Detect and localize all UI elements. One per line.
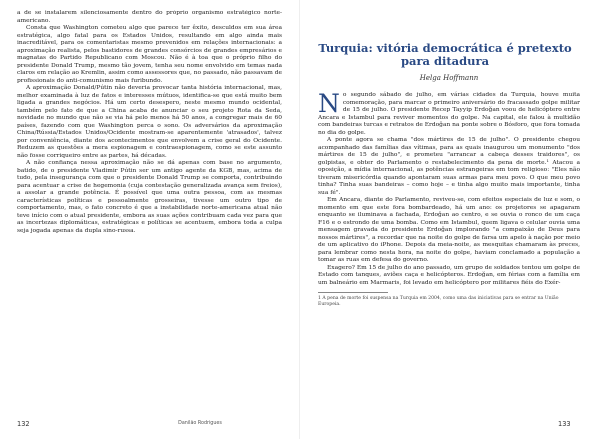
right-page [300,0,600,439]
page-number: 132 [17,420,30,428]
body-paragraph: Exagero? Em 15 de julho do ano passado, um grupo de soldados tentou um golpe de Estado com tanques, aviões caça e helicópteros. Erdoğan, em férias com a família em um balneário em Marmaris, foi levado em helicóptero por militares fiéis do Exér- [318,264,580,286]
left-page-text-column [17,10,282,408]
article-title: Turquia: vitória democrática é pretexto para ditadura [318,41,572,68]
body-paragraph: Em Ancara, diante do Parlamento, reviveu-se, com efeitos especiais de luz e som, o momento em que este fora bombardeado, há um ano: os projetores se apagaram enquanto se iluminava a fachada, Erdoğan ao centro, e se ouvia o ronco de um caça F16 e o estrondo de uma bomba. Como em Istambul, quem ligava o celular ouvia uma mensagem gravada do presidente Erdoğan implorando "a compaixão de Deus para nossos mártires", a recordar que na noite do golpe de farsa um apelo à nação por meio de um aplicativo do iPhone. Depois da meia-noite, as mesquitas chamaram às preces, para lembrar como nesta hora, na noite do golpe, haviam conclamado a população a tomar as ruas em defesa do governo. [318,197,580,263]
body-paragraph: A aproximação Donald/Pútin não deveria provocar tanta história internacional, mas, melhor examinada à luz de fatos e interesses mútuos, identifica-se que está muito bem ligada a grandes negócios. Há um certo desespero, neste mesmo mundo ocidental, também pelo fato de que a China acaba de anunciar o seu projeto Rota da Seda, novidade no mundo que não se via há pelo menos há 50 anos, a congregar mais de 60 países, fazendo com que Washington perca o sono. Os adversários da aproximação China/Rússia/Estados Unidos/Ocidente mostram-se aparentemente 'atrasados', talvez por conveniência, diante dos acontecimentos que envolvem a crise geral do Ocidente. Reduzem as questões a mera espionagem e contraespionagem, como se este assunto não fosse corriqueiro entre as partes, há décadas. [17,85,282,159]
body-paragraph: a de se instalarem silenciosamente dentro do próprio organismo estratégico norte-americano. [17,10,282,24]
running-footer: Danilão Rodrigues [178,421,222,426]
page-number: 133 [558,420,571,428]
body-paragraph: A não confiança nessa aproximação não se dá apenas com base no argumento, batido, de o presidente Vladimir Pútin ser um antigo agente da KGB, mas, acima de tudo, pela insegurança com que o presidente Donald Trump se comporta, contribuindo para acentuar a crise de hegemonia (cuja contestação generalizada avança sem freios), a assolar a grande potência. É possível que uma outra pessoa, com as mesmas características políticas e pessoalmente grosseiras, tivesse um outro tipo de comportamento, mas, o fato concreto é que a instabilidade norte-americana atual não teve início com o atual presidente, embora as suas ações contribuam cada vez para que as incertezas diplomáticas, estratégicas e políticas se acentuem, embora toda a culpa seja jogada apenas da dupla sino-russa. [17,160,282,234]
body-paragraph: A ponte agora se chama "dos mártires de 15 de julho". O presidente chegou acompanhado das famílias das vítimas, para as quais inaugurou um monumento "dos mártires de 15 de julho", e prometeu "arrancar a cabeça desses traidores", os golpistas, e obter do Parlamento o restabelecimento da pena de morte.¹ Atacou a oposição, a mídia internacional, as potências estrangeiras em tom religioso: "Eles não tiveram misericórdia quando apontaram suas armas para meu povo. O que meu povo tinha? Tinha suas bandeiras – como hoje – e tinha algo muito mais importante, tinha sua fé". [318,137,580,196]
drop-cap: N [318,89,340,118]
right-page-text-column [318,10,580,408]
opening-paragraph-text: o segundo sábado de julho, em várias cidades da Turquia, houve muita comemoração, para marcar o primeiro aniversário do fracassado golpe militar de 15 de julho. O presidente Recep Tayyip Erdoğan voou de helicóptero entre Ancara e Istambul para reviver momentos do golpe. Na capital, ele falou à multidão com bandeiras turcas e retratos de Erdoğan na ponte sobre o Bósforo, que fora tomada no dia do golpe. [318,92,580,136]
body-paragraph: Consta que Washington cometeu algo que parece ter êxito, desculdos em sua área estratégica, algo fatal para os Estados Unidos, resultando em algo ainda mais inacreditável, para os comentaristas mesmo prevenidos em relações internacionais: a aproximação realista, pelos bastidores de grandes consórcios de grandes empresários e magnatas do Partido Republicano com Moscou. Não é à toa que o próprio filho do presidente Donald Trump, mesmo tão jovem, tenha seu nome envolvido em temas nada claros em relação ao Kremlin, assim como assessores que, no passado, não passavam de profissionais do anti-comunismo mais furibundo. [17,25,282,84]
footnote: 1 A pena de morte foi suspensa na Turquia em 2004, como uma das iniciativas para se entrar na União Europeia. [318,296,559,307]
article-author: Helga Hoffmann [419,74,479,82]
footnote-divider [318,292,388,293]
opening-paragraph [318,89,580,137]
